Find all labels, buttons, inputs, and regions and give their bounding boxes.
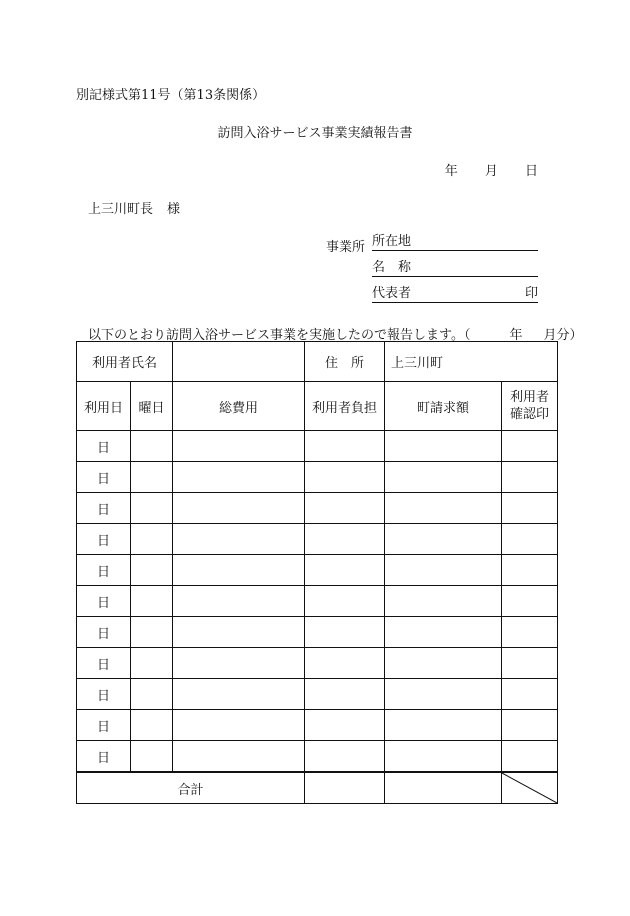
document-title: 訪問入浴サービス事業実績報告書	[217, 126, 413, 141]
user-seal-cell[interactable]	[502, 524, 558, 555]
town-claim-cell[interactable]	[385, 462, 502, 493]
user-seal-cell[interactable]	[502, 741, 558, 773]
user-seal-cell[interactable]	[502, 710, 558, 741]
weekday-cell[interactable]	[131, 679, 173, 710]
user-share-cell[interactable]	[305, 431, 385, 462]
total-cost-cell[interactable]	[173, 741, 305, 773]
user-name-cell[interactable]	[173, 342, 305, 382]
total-town-claim-cell[interactable]	[385, 772, 502, 804]
col-header-user-seal	[502, 382, 558, 431]
table-row	[77, 679, 558, 710]
total-cost-cell[interactable]	[173, 617, 305, 648]
col-header-weekday: 曜日	[131, 382, 173, 431]
weekday-cell[interactable]	[131, 648, 173, 679]
col-header-total-cost: 総費用	[173, 382, 305, 431]
total-user-share-cell[interactable]	[305, 772, 385, 804]
total-cost-cell[interactable]	[173, 493, 305, 524]
weekday-cell[interactable]	[131, 493, 173, 524]
addressee	[88, 198, 180, 217]
col-header-date: 利用日	[77, 382, 131, 431]
office-name-label: 名 称	[372, 260, 412, 275]
user-share-cell[interactable]	[305, 648, 385, 679]
user-seal-cell[interactable]	[502, 586, 558, 617]
town-claim-cell[interactable]	[385, 431, 502, 462]
total-seal-diagonal	[502, 772, 558, 804]
table-row	[77, 555, 558, 586]
table-row	[77, 524, 558, 555]
total-cost-cell[interactable]	[173, 679, 305, 710]
date-month-label: 月	[484, 164, 498, 179]
office-name-field[interactable]	[372, 258, 538, 277]
date-year-label: 年	[444, 164, 458, 179]
town-claim-cell[interactable]	[385, 524, 502, 555]
table-row	[77, 741, 558, 773]
user-seal-cell[interactable]	[502, 555, 558, 586]
intro-text: 以下のとおり訪問入浴サービス事業を実施したので報告します。（	[88, 328, 471, 343]
town-claim-cell[interactable]	[385, 493, 502, 524]
user-share-cell[interactable]	[305, 462, 385, 493]
total-cost-cell[interactable]	[173, 555, 305, 586]
date-cell[interactable]: 日	[77, 462, 131, 493]
report-table	[76, 341, 558, 804]
date-cell[interactable]: 日	[77, 710, 131, 741]
col-header-user-seal-text: 利用者確認印	[510, 390, 550, 422]
town-claim-cell[interactable]	[385, 679, 502, 710]
table-row	[77, 648, 558, 679]
form-number: 別記様式第11号（第13条関係）	[76, 88, 266, 103]
user-name-label: 利用者氏名	[77, 342, 173, 382]
weekday-cell[interactable]	[131, 524, 173, 555]
total-row	[77, 772, 558, 804]
addressee-name: 上三川町長	[88, 202, 154, 217]
addressee-honorific: 様	[167, 202, 181, 217]
town-claim-cell[interactable]	[385, 741, 502, 773]
office-representative-label: 代表者	[372, 286, 412, 301]
user-seal-cell[interactable]	[502, 493, 558, 524]
user-share-cell[interactable]	[305, 493, 385, 524]
total-cost-cell[interactable]	[173, 462, 305, 493]
user-share-cell[interactable]	[305, 524, 385, 555]
user-seal-cell[interactable]	[502, 617, 558, 648]
total-label: 合計	[77, 772, 305, 804]
user-address-cell[interactable]: 上三川町	[385, 342, 558, 382]
table-row	[77, 586, 558, 617]
date-cell[interactable]: 日	[77, 617, 131, 648]
table-row	[77, 710, 558, 741]
table-row	[77, 617, 558, 648]
user-seal-cell[interactable]	[502, 431, 558, 462]
intro-year: 年	[509, 328, 523, 343]
date-line	[422, 160, 538, 179]
office-representative-field[interactable]	[372, 284, 538, 303]
intro-month: 月分）	[543, 328, 583, 343]
date-cell[interactable]: 日	[77, 741, 131, 773]
office-address-field[interactable]	[372, 232, 538, 251]
total-cost-cell[interactable]	[173, 586, 305, 617]
table-row	[77, 462, 558, 493]
user-share-cell[interactable]	[305, 555, 385, 586]
user-seal-cell[interactable]	[502, 462, 558, 493]
date-cell[interactable]: 日	[77, 493, 131, 524]
weekday-cell[interactable]	[131, 462, 173, 493]
date-day-label: 日	[524, 164, 538, 179]
total-cost-cell[interactable]	[173, 710, 305, 741]
user-share-cell[interactable]	[305, 617, 385, 648]
date-cell[interactable]: 日	[77, 555, 131, 586]
diagonal-line	[502, 773, 557, 803]
weekday-cell[interactable]	[131, 617, 173, 648]
date-cell[interactable]: 日	[77, 648, 131, 679]
date-cell[interactable]: 日	[77, 679, 131, 710]
user-share-cell[interactable]	[305, 586, 385, 617]
weekday-cell[interactable]	[131, 431, 173, 462]
col-header-user-share: 利用者負担	[305, 382, 385, 431]
weekday-cell[interactable]	[131, 555, 173, 586]
town-claim-cell[interactable]	[385, 710, 502, 741]
date-cell[interactable]: 日	[77, 524, 131, 555]
user-address-label: 住 所	[305, 342, 385, 382]
weekday-cell[interactable]	[131, 586, 173, 617]
town-claim-cell[interactable]	[385, 586, 502, 617]
town-claim-cell[interactable]	[385, 617, 502, 648]
table-row	[77, 431, 558, 462]
user-seal-cell[interactable]	[502, 679, 558, 710]
col-header-town-claim: 町請求額	[385, 382, 502, 431]
total-cost-cell[interactable]	[173, 431, 305, 462]
office-label: 事業所	[326, 240, 366, 255]
user-seal-cell[interactable]	[502, 648, 558, 679]
table-row	[77, 493, 558, 524]
date-cell[interactable]: 日	[77, 586, 131, 617]
user-share-cell[interactable]	[305, 679, 385, 710]
weekday-cell[interactable]	[131, 710, 173, 741]
total-cost-cell[interactable]	[173, 524, 305, 555]
user-info-row	[77, 342, 558, 382]
user-share-cell[interactable]	[305, 741, 385, 773]
town-claim-cell[interactable]	[385, 648, 502, 679]
user-share-cell[interactable]	[305, 710, 385, 741]
town-claim-cell[interactable]	[385, 555, 502, 586]
seal-mark: 印	[524, 286, 538, 301]
office-address-label: 所在地	[372, 234, 412, 249]
date-cell[interactable]: 日	[77, 431, 131, 462]
total-cost-cell[interactable]	[173, 648, 305, 679]
weekday-cell[interactable]	[131, 741, 173, 773]
column-header-row	[77, 382, 558, 431]
